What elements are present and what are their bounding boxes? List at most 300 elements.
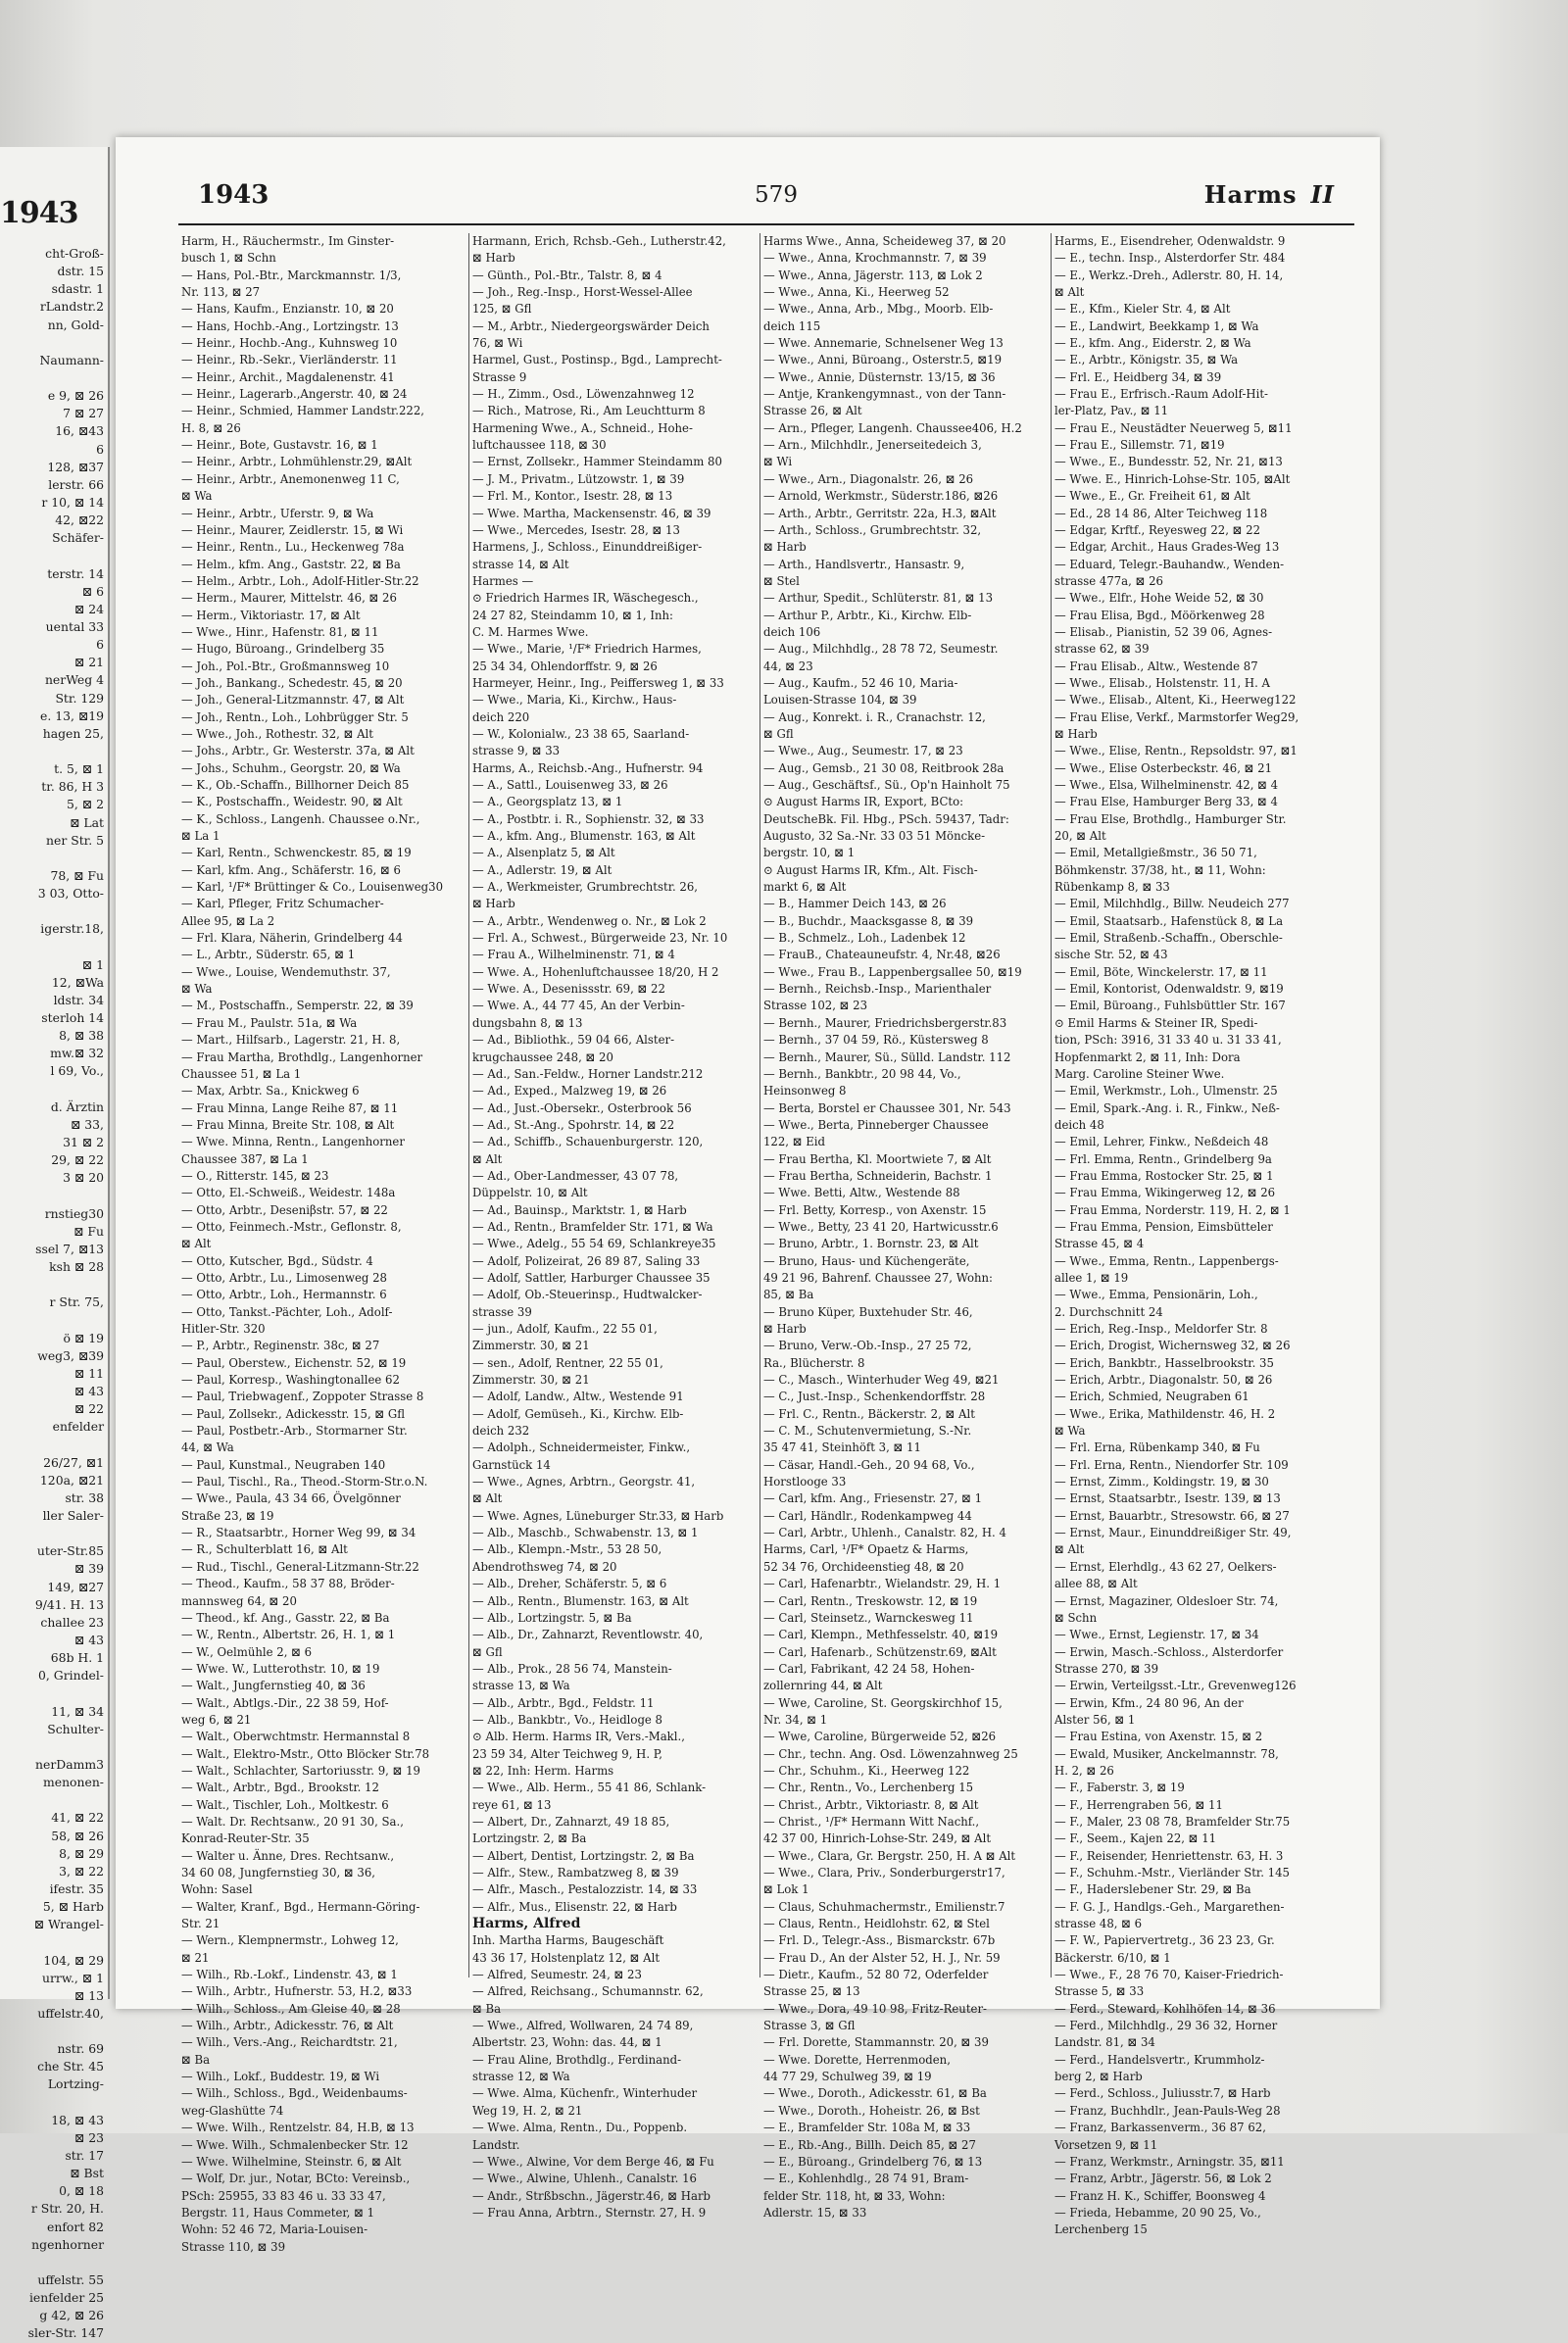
previous-page-line: d. Ärztin: [50, 1098, 104, 1114]
previous-page-line: [2, 1081, 104, 1098]
previous-page-line: rnstieg30: [44, 1205, 104, 1221]
directory-entry-line: — Cäsar, Handl.-Geh., 20 94 68, Vo.,: [763, 1457, 975, 1472]
directory-entry-line: Harmening Wwe., A., Schneid., Hohe-: [472, 420, 693, 435]
directory-entry-line: — Wilh., Vers.-Ang., Reichardtstr. 21,: [181, 2035, 398, 2050]
header-rule: [178, 223, 1354, 225]
directory-entry-line: — Wwe., Mercedes, Isestr. 28, ⊠ 13: [472, 522, 680, 537]
directory-entry-line: — Alb., Rentn., Blumenstr. 163, ⊠ Alt: [472, 1593, 689, 1608]
previous-page-edge: [0, 147, 110, 2341]
directory-entry-line: — Wwe., Clara, Gr. Bergstr. 250, H. A ⊠ Alt: [763, 1848, 1016, 1863]
directory-entry-line: — Dietr., Kaufm., 52 80 72, Oderfelder: [763, 1968, 989, 1982]
directory-entry-line: — Otto, Feinmech.-Mstr., Geflonstr. 8,: [181, 1219, 402, 1234]
directory-entry-line: Harmann, Erich, Rchsb.-Geh., Lutherstr.42,: [472, 234, 726, 248]
header-volume: II: [1310, 180, 1335, 209]
directory-entry-line: — Frl. Erna, Rentn., Niendorfer Str. 109: [1054, 1457, 1289, 1472]
directory-entry-line: — Frau Emma, Norderstr. 119, H. 2, ⊠ 1: [1054, 1202, 1291, 1217]
directory-entry-line: ⊠ Alt: [1054, 285, 1085, 300]
directory-entry-line: 76, ⊠ Wi: [472, 336, 523, 351]
directory-entry-line: strasse 62, ⊠ 39: [1054, 642, 1150, 657]
directory-entry-line: ⊠ Harb: [472, 897, 515, 911]
directory-entry-line: — Wilh., Rb.-Lokf., Lindenstr. 43, ⊠ 1: [181, 1968, 398, 1982]
directory-entry-line: — Heinr., Archit., Magdalenenstr. 41: [181, 369, 395, 384]
directory-entry-line: — Claus, Schuhmachermstr., Emilienstr.7: [763, 1899, 1005, 1914]
directory-entry-line: Strasse 26, ⊠ Alt: [763, 404, 862, 418]
directory-entry-line: — Frl. M., Kontor., Isestr. 28, ⊠ 13: [472, 489, 673, 504]
directory-entry-line: — A., Arbtr., Wendenweg o. Nr., ⊠ Lok 2: [472, 913, 707, 928]
directory-entry-line: — E., Bramfelder Str. 108a M, ⊠ 33: [763, 2121, 971, 2135]
directory-entry-line: — Hans, Kaufm., Enzianstr. 10, ⊠ 20: [181, 302, 394, 317]
previous-page-line: ifestr. 35: [49, 1880, 104, 1896]
directory-entry-line: — Berta, Borstel er Chaussee 301, Nr. 543: [763, 1100, 1011, 1115]
directory-entry-line: — Karl, Pfleger, Fritz Schumacher-: [181, 897, 384, 911]
directory-entry-line: felder Str. 118, ht, ⊠ 33, Wohn:: [763, 2188, 946, 2203]
previous-page-line: ⊠ 43: [74, 1384, 104, 1398]
directory-entry-line: — F., Schuhm.-Mstr., Vierländer Str. 145: [1054, 1866, 1290, 1879]
directory-entry-line: deich 220: [472, 709, 530, 724]
directory-entry-line: — Bernh., Bankbtr., 20 98 44, Vo.,: [763, 1066, 961, 1081]
directory-entry-line: — Heinr., Rentn., Lu., Heckenweg 78a: [181, 540, 405, 555]
directory-entry-line: — Max, Arbtr. Sa., Knickweg 6: [181, 1084, 360, 1098]
directory-entry-line: strasse 14, ⊠ Alt: [472, 557, 569, 571]
previous-page-line: l 69, Vo.,: [50, 1063, 104, 1079]
previous-page-line: [2, 1738, 104, 1756]
directory-entry-line: allee 1, ⊠ 19: [1054, 1270, 1129, 1285]
directory-entry-line: — Franz, Buchhdlr., Jean-Pauls-Weg 28: [1054, 2103, 1281, 2118]
previous-page-line: lerstr. 66: [48, 476, 104, 492]
directory-entry-line: 25 34 34, Ohlendorffstr. 9, ⊠ 26: [472, 659, 658, 673]
directory-entry-line: — Paul, Triebwagenf., Zoppoter Strasse 8: [181, 1390, 424, 1404]
directory-entry-line: — Wwe., Alwine, Uhlenh., Canalstr. 16: [472, 2172, 697, 2186]
directory-entry-line: — K., Schloss., Langenh. Chaussee o.Nr.,: [181, 811, 420, 826]
directory-entry-line: — Wwe. Agnes, Lüneburger Str.33, ⊠ Harb: [472, 1508, 724, 1523]
directory-entry-line: — Hugo, Büroang., Grindelberg 35: [181, 642, 385, 657]
directory-entry-line: — Wwe., Elise, Rentn., Repsoldstr. 97, ⊠1: [1054, 744, 1298, 758]
directory-entry-line: — Elisab., Pianistin, 52 39 06, Agnes-: [1054, 624, 1273, 639]
directory-entry-line: — Frl. Betty, Korresp., von Axenstr. 15: [763, 1202, 987, 1217]
directory-entry-line: — Alfred, Reichsang., Schumannstr. 62,: [472, 1984, 704, 1999]
directory-entry-line: strasse 12, ⊠ Wa: [472, 2070, 570, 2084]
directory-entry-line: — Wwe., Elisab., Altent, Ki., Heerweg122: [1054, 693, 1297, 708]
directory-entry-line: — Rud., Tischl., General-Litzmann-Str.22: [181, 1559, 419, 1574]
directory-entry-line: luftchaussee 118, ⊠ 30: [472, 438, 607, 453]
directory-entry-line: bergstr. 10, ⊠ 1: [763, 846, 856, 860]
directory-entry-line: — Otto, El.-Schweiß., Weidestr. 148a: [181, 1186, 396, 1200]
directory-entry-line: — FrauB., Chateauneufstr. 4, Nr.48, ⊠26: [763, 948, 1001, 962]
directory-entry-line: — Wwe., Erika, Mathildenstr. 46, H. 2: [1054, 1406, 1276, 1421]
directory-entry-line: — Frl. Dorette, Stammannstr. 20, ⊠ 39: [763, 2035, 989, 2050]
directory-entry-line: ⊠ Harb: [763, 540, 807, 555]
directory-entry-line: — Wwe., E., Bundesstr. 52, Nr. 21, ⊠13: [1054, 455, 1283, 469]
directory-entry-line: allee 88, ⊠ Alt: [1054, 1577, 1138, 1591]
directory-entry-line: Hopfenmarkt 2, ⊠ 11, Inh: Dora: [1054, 1049, 1241, 1064]
directory-entry-line: — Herm., Maurer, Mittelstr. 46, ⊠ 26: [181, 591, 397, 606]
directory-entry-line: — Frau Emma, Rostocker Str. 25, ⊠ 1: [1054, 1168, 1274, 1183]
previous-page-line: e 9, ⊠ 26: [47, 388, 104, 404]
directory-entry-line: — Franz, Werkmstr., Arningstr. 35, ⊠11: [1054, 2154, 1285, 2169]
column-4: [1052, 233, 1343, 2237]
previous-page-line: [2, 850, 104, 867]
directory-entry-line: — Wwe., Maria, Ki., Kirchw., Haus-: [472, 693, 677, 708]
directory-entry-line: — Paul, Zollsekr., Adickesstr. 15, ⊠ Gfl: [181, 1406, 406, 1421]
previous-page-line: Naumann-: [39, 352, 104, 367]
directory-entry-line: — Erich, Arbtr., Diagonalstr. 50, ⊠ 26: [1054, 1373, 1273, 1388]
directory-entry-line: — Ernst, Elerhdlg., 43 62 27, Oelkers-: [1054, 1559, 1277, 1574]
directory-entry-line: — Frau Emma, Pension, Eimsbütteler: [1054, 1219, 1273, 1234]
directory-entry-line: — A., Werkmeister, Grumbrechtstr. 26,: [472, 880, 699, 895]
directory-entry-line: — Frl. C., Rentn., Bäckerstr. 2, ⊠ Alt: [763, 1406, 975, 1421]
directory-entry-line: — Arn., Milchhdlr., Jenerseitedeich 3,: [763, 438, 982, 453]
directory-entry-line: — Wwe., Arn., Diagonalstr. 26, ⊠ 26: [763, 471, 974, 486]
previous-page-line: ngenhorner: [31, 2236, 104, 2252]
directory-entry-line: — E., Rb.-Ang., Billh. Deich 85, ⊠ 27: [763, 2137, 976, 2152]
directory-entry-line: Harms Wwe., Anna, Scheideweg 37, ⊠ 20: [763, 234, 1006, 248]
directory-entry-line: 44, ⊠ Wa: [181, 1440, 234, 1455]
directory-entry-line: — Heinr., Bote, Gustavstr. 16, ⊠ 1: [181, 438, 378, 453]
previous-page-line: uffelstr. 55: [37, 2272, 104, 2288]
previous-page-lines: [2, 245, 104, 2343]
previous-page-line: 0, Grindel-: [38, 1668, 104, 1684]
directory-entry-line: — Alb., Dreher, Schäferstr. 5, ⊠ 6: [472, 1577, 667, 1591]
previous-page-line: [2, 2023, 104, 2040]
directory-entry-line: — Wwe., Frau B., Lappenbergsallee 50, ⊠19: [763, 964, 1022, 979]
directory-entry-line: — Frau Emma, Wikingerweg 12, ⊠ 26: [1054, 1186, 1276, 1200]
directory-entry-line: — Joh., General-Litzmannstr. 47, ⊠ Alt: [181, 693, 405, 708]
previous-page-line: dstr. 15: [57, 264, 104, 279]
directory-entry-line: — Wilh., Schloss., Am Gleise 40, ⊠ 28: [181, 2001, 401, 2016]
previous-page-line: nerWeg 4: [44, 672, 104, 688]
directory-entry-line: — B., Buchdr., Maacksgasse 8, ⊠ 39: [763, 913, 974, 928]
previous-page-line: ö ⊠ 19: [63, 1330, 104, 1345]
directory-entry-line: — Edgar, Krftf., Reyesweg 22, ⊠ 22: [1054, 522, 1261, 537]
directory-entry-line: — Adolf, Gemüseh., Ki., Kirchw. Elb-: [472, 1406, 684, 1421]
directory-entry-line: — Günth., Pol.-Btr., Talstr. 8, ⊠ 4: [472, 268, 662, 282]
directory-entry-line: — Wwe., Joh., Rothestr. 32, ⊠ Alt: [181, 726, 373, 741]
directory-entry-line: — A., Adlerstr. 19, ⊠ Alt: [472, 862, 612, 877]
directory-entry-line: tion, PSch: 3916, 31 33 40 u. 31 33 41,: [1054, 1033, 1282, 1048]
directory-entry-line: — K., Postschaffn., Weidestr. 90, ⊠ Alt: [181, 795, 403, 809]
directory-entry-line: Zimmerstr. 30, ⊠ 21: [472, 1339, 590, 1353]
directory-entry-line: — Karl, ¹/F* Brüttinger & Co., Louisenweg30: [181, 880, 444, 895]
directory-entry-line: — A., Georgsplatz 13, ⊠ 1: [472, 795, 623, 809]
directory-entry-line: — Bernh., Reichsb.-Insp., Marienthaler: [763, 982, 992, 997]
directory-entry-line: — Alfr., Masch., Pestalozzistr. 14, ⊠ 33: [472, 1882, 698, 1897]
directory-entry-line: Straße 23, ⊠ 19: [181, 1508, 274, 1523]
directory-entry-line: — Bruno, Arbtr., 1. Bornstr. 23, ⊠ Alt: [763, 1237, 979, 1251]
previous-page-line: str. 17: [65, 2148, 104, 2164]
directory-entry-line: — Eduard, Telegr.-Bauhandw., Wenden-: [1054, 557, 1285, 571]
directory-entry-line: Rübenkamp 8, ⊠ 33: [1054, 880, 1170, 895]
directory-entry-line: — E., techn. Insp., Alsterdorfer Str. 484: [1054, 251, 1286, 266]
directory-entry-line: — Arn., Pfleger, Langenh. Chaussee406, H.2: [763, 420, 1022, 435]
directory-entry-line: — Heinr., Arbtr., Anemonenweg 11 C,: [181, 471, 400, 486]
previous-page-line: ldstr. 34: [53, 992, 104, 1007]
directory-entry-line: — Heinr., Hochb.-Ang., Kuhnsweg 10: [181, 336, 398, 351]
directory-entry-line: — Wwe., Elise Osterbeckstr. 46, ⊠ 21: [1054, 760, 1273, 775]
directory-entry-line: — Ernst, Maur., Einunddreißiger Str. 49,: [1054, 1526, 1292, 1540]
directory-entry-line: — Wwe., Aug., Seumestr. 17, ⊠ 23: [763, 744, 963, 758]
directory-entry-line: — Emil, Milchhdlg., Billw. Neudeich 277: [1054, 897, 1290, 911]
previous-page-line: 104, ⊠ 29: [43, 1952, 104, 1968]
directory-entry-line: ⊠ Alt: [472, 1151, 503, 1166]
directory-entry-line: — Otto, Tankst.-Pächter, Loh., Adolf-: [181, 1304, 393, 1319]
directory-entry-line: — Otto, Arbtr., Lu., Limosenweg 28: [181, 1270, 387, 1285]
directory-entry-line: — Alb., Dr., Zahnarzt, Reventlowstr. 40,: [472, 1628, 704, 1642]
directory-entry-line: — Wilh., Schloss., Bgd., Weidenbaums-: [181, 2086, 408, 2101]
directory-entry-line: — F., Maler, 23 08 78, Bramfelder Str.75: [1054, 1814, 1291, 1829]
previous-page-line: ⊠ 33,: [70, 1116, 104, 1132]
directory-entry-line: — Wwe., Alwine, Vor dem Berge 46, ⊠ Fu: [472, 2154, 714, 2169]
directory-entry-line: ⊠ Harb: [1054, 726, 1098, 741]
directory-entry-line: — Wwe., Alb. Herm., 55 41 86, Schlank-: [472, 1781, 707, 1795]
previous-page-line: enfelder: [52, 1419, 104, 1435]
directory-entry-line: — Joh., Rentn., Loh., Lohbrügger Str. 5: [181, 709, 409, 724]
directory-entry-line: — Alb., Maschb., Schwabenstr. 13, ⊠ 1: [472, 1526, 699, 1540]
directory-entry-line: — Wwe., E., Gr. Freiheit 61, ⊠ Alt: [1054, 489, 1250, 504]
directory-entry-line: Str. 21: [181, 1917, 220, 1931]
directory-entry-line: — Wwe., F., 28 76 70, Kaiser-Friedrich-: [1054, 1968, 1284, 1982]
directory-entry-line: — Otto, Arbtr., Deseniβstr. 57, ⊠ 22: [181, 1202, 388, 1217]
directory-entry-line: — Bernh., Maurer, Friedrichsbergerstr.83: [763, 1015, 1007, 1030]
previous-page-line: ⊠ Lat: [70, 814, 104, 830]
previous-page-line: [2, 1276, 104, 1294]
previous-page-line: 16, ⊠43: [55, 423, 104, 439]
previous-page-line: uter-Str.85: [36, 1543, 104, 1559]
previous-page-line: ⊠ 13: [74, 1987, 104, 2003]
directory-entry-line: — Emil, Straßenb.-Schaffn., Oberschle-: [1054, 931, 1283, 946]
directory-entry-line: — Erich, Schmied, Neugraben 61: [1054, 1390, 1250, 1404]
previous-page-line: [2, 1684, 104, 1702]
directory-entry-line: Harmes —: [472, 573, 534, 588]
directory-entry-line: Marg. Caroline Steiner Wwe.: [1054, 1066, 1225, 1081]
directory-entry-line: Strasse 102, ⊠ 23: [763, 999, 868, 1013]
directory-entry-line: — Carl, Steinsetz., Warnckesweg 11: [763, 1610, 974, 1625]
directory-entry-line: — Heinr., Rb.-Sekr., Vierländerstr. 11: [181, 353, 398, 367]
header-name-range: [1204, 180, 1335, 209]
directory-entry-line: — Wwe., Elsa, Wilhelminenstr. 42, ⊠ 4: [1054, 778, 1279, 792]
directory-entry-line: — Joh., Reg.-Insp., Horst-Wessel-Allee: [472, 285, 693, 300]
previous-page-line: [2, 369, 104, 387]
directory-entry-line: — Paul, Kunstmal., Neugraben 140: [181, 1457, 386, 1472]
directory-entry-line: Alster 56, ⊠ 1: [1054, 1712, 1136, 1727]
directory-entry-line: 52 34 76, Orchideenstieg 48, ⊠ 20: [763, 1559, 964, 1574]
directory-entry-line: ⊠ Harb: [472, 251, 515, 266]
column-1: [178, 233, 469, 2254]
directory-entry-line: — Ernst, Zollsekr., Hammer Steindamm 80: [472, 455, 722, 469]
previous-page-line: 0, ⊠ 18: [59, 2183, 104, 2199]
directory-entry-line: — Wwe. Wilhelmine, Steinstr. 6, ⊠ Alt: [181, 2154, 402, 2169]
previous-page-line: ⊠ 11: [74, 1365, 104, 1381]
previous-page-line: ⊠ Fu: [74, 1223, 104, 1239]
directory-entry-line: — Wilh., Arbtr., Hufnerstr. 53, H.2, ⊠33: [181, 1984, 413, 1999]
directory-entry-line: ler-Platz, Pav., ⊠ 11: [1054, 404, 1169, 418]
directory-entry-line: — Emil, Böte, Winckelerstr. 17, ⊠ 11: [1054, 964, 1268, 979]
directory-entry-line: — Herm., Viktoriastr. 17, ⊠ Alt: [181, 608, 361, 622]
directory-entry-line: 23 59 34, Alter Teichweg 9, H. P,: [472, 1746, 662, 1761]
directory-entry-line: — Erwin, Verteilgsst.-Ltr., Grevenweg126: [1054, 1679, 1297, 1693]
directory-entry-line: — Wwe., Emma, Pensionärin, Loh.,: [1054, 1288, 1258, 1302]
previous-page-line: sterloh 14: [41, 1010, 104, 1026]
directory-entry-line: — Wwe. Dorette, Herrenmoden,: [763, 2052, 951, 2067]
previous-page-line: [2, 1525, 104, 1542]
directory-entry-line: 43 36 17, Holstenplatz 12, ⊠ Alt: [472, 1950, 661, 1965]
directory-entry-line: — A., Alsenplatz 5, ⊠ Alt: [472, 846, 615, 860]
directory-entry-line: — Franz H. K., Schiffer, Boonsweg 4: [1054, 2188, 1266, 2203]
directory-entry-line: — A., Postbtr. i. R., Sophienstr. 32, ⊠ 33: [472, 811, 705, 826]
previous-page-line: r Str. 75,: [49, 1294, 104, 1310]
directory-entry-line: mannsweg 64, ⊠ 20: [181, 1593, 297, 1608]
directory-entry-line: — Ernst, Staatsarbtr., Isestr. 139, ⊠ 13: [1054, 1491, 1281, 1506]
directory-entry-line: — R., Schulterblatt 16, ⊠ Alt: [181, 1542, 348, 1557]
directory-entry-line: — Frau Elisab., Altw., Westende 87: [1054, 659, 1258, 673]
directory-entry-line: — Joh., Bankang., Schedestr. 45, ⊠ 20: [181, 675, 403, 690]
directory-entry-line: — Theod., Kaufm., 58 37 88, Bröder-: [181, 1577, 395, 1591]
directory-entry-line: Lerchenberg 15: [1054, 2222, 1148, 2237]
directory-entry-line: Harms, Carl, ¹/F* Opaetz & Harms,: [763, 1542, 969, 1557]
directory-entry-line: — Wwe., Anna, Ki., Heerweg 52: [763, 285, 950, 300]
previous-page-line: [2, 1187, 104, 1204]
previous-page-line: ⊠ 22: [74, 1401, 104, 1417]
directory-entry-line: — Johs., Schuhm., Georgstr. 20, ⊠ Wa: [181, 760, 401, 775]
directory-entry-line: strasse 39: [472, 1304, 532, 1319]
directory-entry-line: — Paul, Tischl., Ra., Theod.-Storm-Str.o.N.: [181, 1475, 428, 1489]
directory-entry-line: Weg 19, H. 2, ⊠ 21: [472, 2103, 583, 2118]
previous-page-line: menonen-: [42, 1775, 104, 1790]
directory-entry-line: — Arthur, Spedit., Schlüterstr. 81, ⊠ 13: [763, 591, 994, 606]
directory-entry-line: Augusto, 32 Sa.-Nr. 33 03 51 Mönckе-: [763, 829, 986, 844]
previous-page-line: 7 ⊠ 27: [63, 406, 104, 421]
directory-entry-line: PSch: 25955, 33 83 46 u. 33 33 47,: [181, 2188, 386, 2203]
directory-entry-line: — Walt., Arbtr., Bgd., Brookstr. 12: [181, 1781, 379, 1795]
directory-entry-line: — Frau E., Neustädter Neuerweg 5, ⊠11: [1054, 420, 1293, 435]
previous-page-line: 128, ⊠37: [47, 459, 104, 474]
directory-entry-line: — Franz, Arbtr., Jägerstr. 56, ⊠ Lok 2: [1054, 2172, 1272, 2186]
directory-entry-line: — Ad., Bibliothk., 59 04 66, Alster-: [472, 1033, 675, 1048]
previous-page-line: challee 23: [40, 1614, 104, 1630]
directory-entry-line: — O., Ritterstr. 145, ⊠ 23: [181, 1168, 329, 1183]
directory-entry-line: Ra., Blücherstr. 8: [763, 1355, 865, 1370]
directory-entry-line: — Ad., Rentn., Bramfelder Str. 171, ⊠ Wa: [472, 1219, 713, 1234]
directory-entry-line: — Wwe. Martha, Mackensenstr. 46, ⊠ 39: [472, 506, 711, 520]
directory-entry-line: — Ferd., Handelsvertr., Krummholz-: [1054, 2052, 1265, 2067]
previous-page-line: uffelstr.40,: [37, 2005, 104, 2021]
directory-entry-line: — Chr., Schuhm., Ki., Heerweg 122: [763, 1763, 970, 1778]
directory-entry-line: — Mart., Hilfsarb., Lagerstr. 21, H. 8,: [181, 1033, 401, 1048]
previous-page-line: ller Saler-: [42, 1507, 104, 1523]
directory-entry-line: — E., Arbtr., Königstr. 35, ⊠ Wa: [1054, 353, 1239, 367]
directory-entry-line: ⊠ Wa: [181, 489, 213, 504]
directory-entry-line: — Wwe., Ernst, Legienstr. 17, ⊠ 34: [1054, 1628, 1259, 1642]
directory-entry-line: — Albert, Dr., Zahnarzt, 49 18 85,: [472, 1814, 670, 1829]
directory-entry-line: — Hans, Hochb.-Ang., Lortzingstr. 13: [181, 318, 399, 333]
directory-entry-line: — Wwe., Betty, 23 41 20, Hartwicusstr.6: [763, 1219, 999, 1234]
directory-entry-line: — Alfr., Mus., Elisenstr. 22, ⊠ Harb: [472, 1899, 677, 1914]
directory-entry-line: — B., Hammer Deich 143, ⊠ 26: [763, 897, 947, 911]
directory-entry-line: — Wwe. Betti, Altw., Westende 88: [763, 1186, 960, 1200]
directory-entry-line: — Theod., kf. Ang., Gasstr. 22, ⊠ Ba: [181, 1610, 390, 1625]
previous-page-line: sdastr. 1: [51, 281, 104, 297]
directory-entry-line: — Emil, Spark.-Ang. i. R., Finkw., Neß-: [1054, 1100, 1280, 1115]
directory-entry-line: — Ewald, Musiker, Anckelmannstr. 78,: [1054, 1746, 1279, 1761]
directory-entry-line: — Walt., Oberwchtmstr. Hermannstal 8: [181, 1730, 411, 1744]
directory-entry-line: busch 1, ⊠ Schn: [181, 251, 276, 266]
directory-entry-line: — Walt., Jungfernstieg 40, ⊠ 36: [181, 1679, 366, 1693]
previous-page-line: [2, 1933, 104, 1951]
directory-entry-line: ⊠ Schn: [1054, 1610, 1098, 1625]
directory-entry-line: — Ernst, Zimm., Koldingstr. 19, ⊠ 30: [1054, 1475, 1269, 1489]
directory-entry-line: — Frl. Emma, Rentn., Grindelberg 9a: [1054, 1151, 1272, 1166]
directory-entry-line: ⊠ 22, Inh: Herm. Harms: [472, 1763, 614, 1778]
previous-page-line: [2, 2254, 104, 2271]
directory-entry-line: — Frieda, Hebamme, 20 90 25, Vo.,: [1054, 2205, 1261, 2220]
previous-page-line: ksh ⊠ 28: [49, 1259, 104, 1275]
directory-entry-line: — Frau E., Sillemstr. 71, ⊠19: [1054, 438, 1225, 453]
directory-entry-line: Düppelstr. 10, ⊠ Alt: [472, 1186, 588, 1200]
directory-entry-line: — Alb., Bankbtr., Vo., Heidloge 8: [472, 1712, 662, 1727]
directory-entry-line: — Ernst, Magaziner, Oldesloer Str. 74,: [1054, 1593, 1279, 1608]
previous-page-line: hagen 25,: [42, 725, 104, 741]
directory-entry-line: — Ferd., Milchhdlg., 29 36 32, Horner: [1054, 2019, 1278, 2033]
directory-entry-line: — Franz, Barkassenverm., 36 87 62,: [1054, 2121, 1266, 2135]
previous-page-line: ⊠ Bst: [70, 2166, 104, 2181]
directory-entry-line: Louisen-Strasse 104, ⊠ 39: [763, 693, 917, 708]
directory-entry-line: — Emil, Werkmstr., Loh., Ulmenstr. 25: [1054, 1084, 1278, 1098]
previous-page-line: sler-Str. 147: [27, 2325, 104, 2341]
directory-entry-line: — Alb., Lortzingstr. 5, ⊠ Ba: [472, 1610, 632, 1625]
directory-entry-line: — Paul, Oberstew., Eichenstr. 52, ⊠ 19: [181, 1355, 407, 1370]
previous-page-line: Lortzing-: [47, 2076, 104, 2092]
directory-entry-line: — Heinr., Arbtr., Uferstr. 9, ⊠ Wa: [181, 506, 374, 520]
directory-entry-line: 24 27 82, Steindamm 10, ⊠ 1, Inh:: [472, 608, 673, 622]
directory-entry-line: — Aug., Konrekt. i. R., Cranachstr. 12,: [763, 709, 986, 724]
directory-entry-line: — Adolf, Polizeirat, 26 89 87, Saling 33: [472, 1253, 701, 1268]
directory-entry-line: — H., Zimm., Osd., Löwenzahnweg 12: [472, 387, 695, 402]
directory-entry-line: — R., Staatsarbtr., Horner Weg 99, ⊠ 34: [181, 1526, 416, 1540]
previous-page-line: ⊠ 6: [81, 583, 104, 599]
previous-page-line: str. 38: [65, 1489, 104, 1505]
previous-page-line: r Str. 20, H.: [30, 2201, 104, 2217]
directory-entry-line: — Wwe., Marie, ¹/F* Friedrich Harmes,: [472, 642, 702, 657]
directory-entry-line: — E., Kfm., Kieler Str. 4, ⊠ Alt: [1054, 302, 1231, 317]
directory-columns: [178, 233, 1354, 2254]
previous-page-line: 8, ⊠ 38: [59, 1028, 104, 1044]
directory-entry-line: — Emil, Kontorist, Odenwaldstr. 9, ⊠19: [1054, 982, 1284, 997]
previous-page-line: 11, ⊠ 34: [51, 1703, 104, 1719]
directory-entry-line: — Alfr., Stew., Rambatzweg 8, ⊠ 39: [472, 1866, 679, 1879]
previous-page-line: 6: [96, 441, 104, 457]
directory-entry-line: Strasse 5, ⊠ 33: [1054, 1984, 1145, 1999]
directory-entry-line: — Wwe. Wilh., Rentzelstr. 84, H.B, ⊠ 13: [181, 2121, 415, 2135]
previous-page-line: Schulter-: [47, 1721, 104, 1736]
previous-page-line: [2, 1436, 104, 1453]
directory-entry-line: Strasse 25, ⊠ 13: [763, 1984, 860, 1999]
directory-entry-line: ⊠ Lok 1: [763, 1882, 809, 1897]
directory-entry-line: Harmeyer, Heinr., Ing., Peiffersweg 1, ⊠ 33: [472, 675, 724, 690]
directory-entry-line: — Frau Elise, Verkf., Marmstorfer Weg29,: [1054, 709, 1299, 724]
directory-entry-line: 44 77 29, Schulweg 39, ⊠ 19: [763, 2070, 932, 2084]
directory-entry-line: — sen., Adolf, Rentner, 22 55 01,: [472, 1355, 663, 1370]
directory-entry-line: Landstr.: [472, 2137, 520, 2152]
directory-entry-line: — Andr., Strßbschn., Jägerstr.46, ⊠ Harb: [472, 2188, 711, 2203]
page-header: [198, 178, 1354, 218]
directory-entry-line: Landstr. 81, ⊠ 34: [1054, 2035, 1155, 2050]
directory-entry-line: — Wwe., Clara, Priv., Sonderburgerstr17,: [763, 1866, 1005, 1879]
directory-entry-line: — K., Ob.-Schaffn., Billhorner Deich 85: [181, 778, 410, 792]
directory-entry-line: — Frau Minna, Breite Str. 108, ⊠ Alt: [181, 1117, 395, 1132]
directory-entry-line: ⊙ Alb. Herm. Harms IR, Vers.-Makl.,: [472, 1730, 685, 1744]
directory-entry-line: 44, ⊠ 23: [763, 659, 813, 673]
directory-entry-line: 122, ⊠ Eid: [763, 1135, 825, 1149]
directory-entry-line: Horstlooge 33: [763, 1475, 847, 1489]
